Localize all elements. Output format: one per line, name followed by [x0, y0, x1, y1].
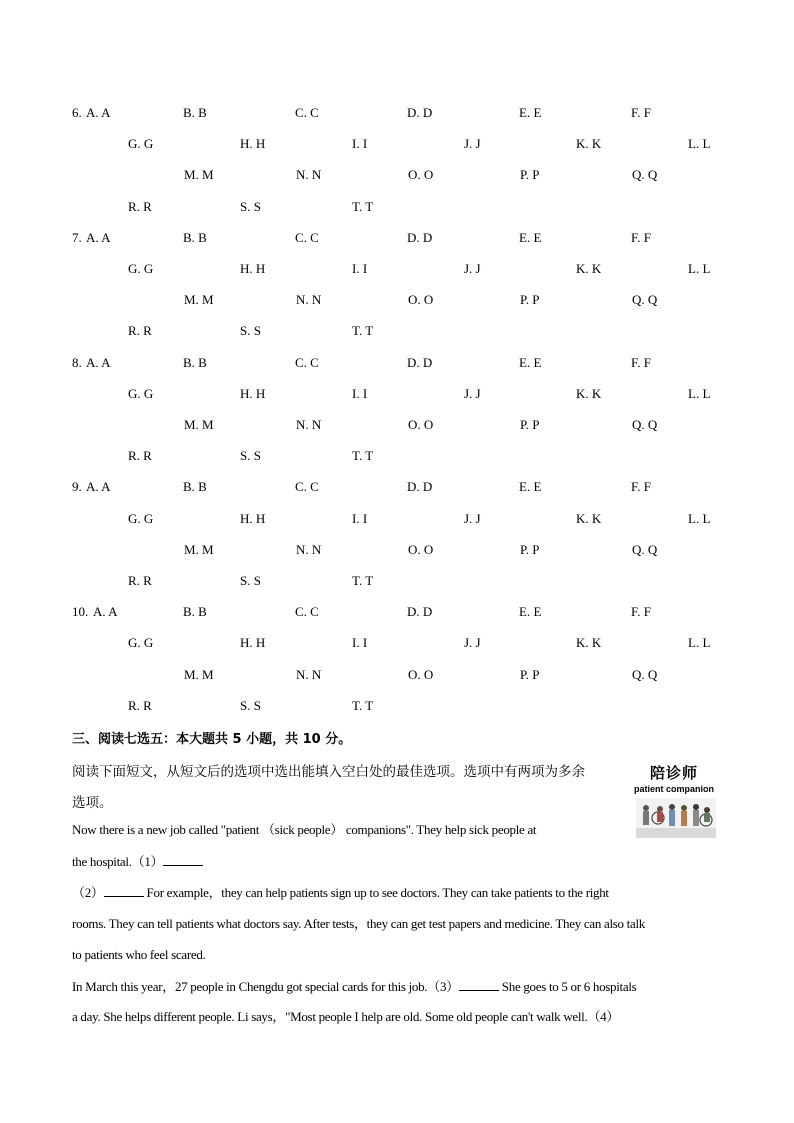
answer-option[interactable]: K. K: [576, 385, 602, 401]
answer-option[interactable]: A. A: [86, 354, 111, 370]
answer-option[interactable]: D. D: [407, 105, 433, 120]
answer-option[interactable]: K. K: [576, 261, 602, 276]
answer-option[interactable]: R. R: [128, 697, 152, 713]
patient-companion-figure: [626, 762, 722, 838]
answer-option[interactable]: B. B: [183, 604, 207, 620]
answer-option[interactable]: S. S: [240, 573, 261, 588]
answer-option[interactable]: M. M: [184, 292, 214, 308]
answer-option[interactable]: N. N: [296, 417, 322, 432]
answer-option[interactable]: B. B: [183, 354, 207, 370]
answer-option[interactable]: J. J: [464, 510, 481, 526]
answer-option[interactable]: P. P: [520, 417, 540, 432]
answer-option[interactable]: D. D: [407, 479, 433, 495]
passage-line-5: to patients who feel scared.: [72, 947, 206, 962]
answer-option[interactable]: L. L: [688, 510, 711, 526]
answer-option[interactable]: P. P: [520, 292, 540, 308]
answer-option[interactable]: H. H: [240, 635, 266, 651]
answer-option[interactable]: I. I: [352, 261, 368, 276]
passage-line-3-start: （2）: [72, 885, 104, 900]
question-number: 8.: [72, 354, 82, 370]
answer-option[interactable]: G. G: [128, 261, 154, 276]
question-number: 7.: [72, 229, 82, 245]
answer-option[interactable]: M. M: [184, 417, 214, 432]
answer-option[interactable]: K. K: [576, 635, 602, 651]
answer-option[interactable]: N. N: [296, 541, 322, 557]
answer-option[interactable]: A. A: [93, 604, 118, 620]
figure-title: 陪诊师: [649, 764, 698, 782]
answer-option[interactable]: T. T: [352, 573, 374, 588]
answer-option[interactable]: F. F: [631, 604, 651, 620]
passage-line-7: a day. She helps different people. Li says，"Most people I help are old. Some old people can't walk well.（4）: [72, 1009, 620, 1024]
answer-option[interactable]: F. F: [631, 105, 651, 120]
answer-option[interactable]: E. E: [519, 229, 542, 245]
answer-option[interactable]: J. J: [464, 261, 481, 276]
answer-option[interactable]: C. C: [295, 479, 319, 495]
answer-option[interactable]: S. S: [240, 198, 261, 214]
blank-2[interactable]: [104, 884, 144, 897]
answer-option[interactable]: M. M: [184, 666, 214, 682]
answer-option[interactable]: B. B: [183, 105, 207, 120]
answer-option[interactable]: N. N: [296, 666, 322, 682]
answer-option[interactable]: G. G: [128, 510, 154, 526]
instruction-line-1: 阅读下面短文，从短文后的选项中选出能填入空白处的最佳选项。选项中有两项为多余: [72, 764, 585, 780]
answer-option[interactable]: J. J: [464, 635, 481, 651]
answer-option[interactable]: O. O: [408, 167, 434, 183]
answer-option[interactable]: P. P: [520, 666, 540, 682]
answer-option[interactable]: S. S: [240, 448, 261, 464]
answer-option[interactable]: T. T: [352, 323, 374, 339]
answer-option[interactable]: T. T: [352, 198, 374, 214]
question-number: 6.: [72, 105, 82, 120]
answer-option[interactable]: O. O: [408, 292, 434, 308]
answer-option[interactable]: L. L: [688, 635, 711, 651]
answer-option[interactable]: L. L: [688, 136, 711, 152]
passage-line-4: rooms. They can tell patients what doctors say. After tests，they can get test papers and medicine. They can also talk: [72, 916, 645, 931]
answer-option[interactable]: D. D: [407, 604, 433, 620]
answer-option[interactable]: L. L: [688, 261, 711, 276]
answer-option[interactable]: C. C: [295, 604, 319, 620]
answer-option[interactable]: I. I: [352, 385, 368, 401]
answer-option[interactable]: E. E: [519, 105, 542, 120]
answer-option[interactable]: A. A: [86, 105, 111, 120]
answer-option[interactable]: G. G: [128, 136, 154, 152]
answer-option[interactable]: Q. Q: [632, 417, 658, 432]
answer-option[interactable]: H. H: [240, 385, 266, 401]
answer-option[interactable]: P. P: [520, 541, 540, 557]
answer-option[interactable]: R. R: [128, 323, 152, 339]
answer-option[interactable]: E. E: [519, 354, 542, 370]
answer-option[interactable]: M. M: [184, 167, 214, 183]
figure-subtitle: patient companion: [633, 784, 714, 794]
answer-option[interactable]: A. A: [86, 479, 111, 495]
answer-option[interactable]: E. E: [519, 479, 542, 495]
answer-option[interactable]: E. E: [519, 604, 542, 620]
answer-option[interactable]: O. O: [408, 541, 434, 557]
answer-option[interactable]: I. I: [352, 510, 368, 526]
answer-option[interactable]: F. F: [631, 229, 651, 245]
blank-3[interactable]: [459, 978, 499, 991]
answer-option[interactable]: S. S: [240, 323, 261, 339]
answer-option[interactable]: N. N: [296, 167, 322, 183]
answer-option[interactable]: H. H: [240, 510, 266, 526]
answer-option[interactable]: I. I: [352, 136, 368, 152]
answer-option[interactable]: O. O: [408, 666, 434, 682]
answer-option[interactable]: F. F: [631, 479, 651, 495]
passage-line-3: [72, 884, 609, 901]
passage-line-6-end: She goes to 5 or 6 hospitals: [498, 979, 637, 994]
answer-option[interactable]: J. J: [464, 136, 481, 152]
answer-option[interactable]: A. A: [86, 229, 111, 245]
answer-option[interactable]: R. R: [128, 573, 152, 588]
answer-option[interactable]: Q. Q: [632, 666, 658, 682]
answer-option[interactable]: J. J: [464, 385, 481, 401]
answer-option[interactable]: G. G: [128, 385, 154, 401]
answer-option[interactable]: Q. Q: [632, 167, 658, 183]
answer-option[interactable]: B. B: [183, 229, 207, 245]
answer-option[interactable]: D. D: [407, 354, 433, 370]
answer-option[interactable]: R. R: [128, 198, 152, 214]
answer-option[interactable]: S. S: [240, 697, 261, 713]
answer-option[interactable]: C. C: [295, 229, 319, 245]
answer-option[interactable]: T. T: [352, 697, 374, 713]
question-number: 10.: [72, 604, 89, 620]
passage-line-2: [72, 853, 203, 870]
answer-option[interactable]: T. T: [352, 448, 374, 464]
section-title: 三、阅读七选五：本大题共 5 小题，共 10 分。: [72, 732, 352, 747]
instruction-line-2: 选项。: [72, 795, 113, 811]
answer-option[interactable]: B. B: [183, 479, 207, 495]
passage-line-6: [72, 978, 636, 995]
passage-line-3-end: For example，they can help patients sign up to see doctors. They can take patients to the right: [143, 885, 609, 900]
answer-option[interactable]: K. K: [576, 136, 602, 152]
answer-option[interactable]: R. R: [128, 448, 152, 464]
patient-companion-illustration: [636, 798, 716, 838]
answer-option[interactable]: Q. Q: [632, 541, 658, 557]
answer-option[interactable]: F. F: [631, 354, 651, 370]
answer-option[interactable]: D. D: [407, 229, 433, 245]
answer-option[interactable]: H. H: [240, 261, 266, 276]
passage-line-6-start: In March this year，27 people in Chengdu got special cards for this job.（3）: [72, 979, 459, 994]
answer-option[interactable]: H. H: [240, 136, 266, 152]
answer-option[interactable]: Q. Q: [632, 292, 658, 308]
answer-option[interactable]: K. K: [576, 510, 602, 526]
question-number: 9.: [72, 479, 82, 495]
answer-option[interactable]: C. C: [295, 105, 319, 120]
answer-option[interactable]: I. I: [352, 635, 368, 651]
passage-line-1: Now there is a new job called "patient （sick people） companions". They help sick people at: [72, 822, 537, 837]
passage-line-2-text: the hospital.（1）: [72, 854, 164, 869]
answer-option[interactable]: G. G: [128, 635, 154, 651]
answer-option[interactable]: P. P: [520, 167, 540, 183]
answer-option[interactable]: L. L: [688, 385, 711, 401]
answer-option[interactable]: O. O: [408, 417, 434, 432]
answer-option[interactable]: C. C: [295, 354, 319, 370]
answer-option[interactable]: M. M: [184, 541, 214, 557]
blank-1[interactable]: [163, 853, 203, 866]
answer-option[interactable]: N. N: [296, 292, 322, 308]
